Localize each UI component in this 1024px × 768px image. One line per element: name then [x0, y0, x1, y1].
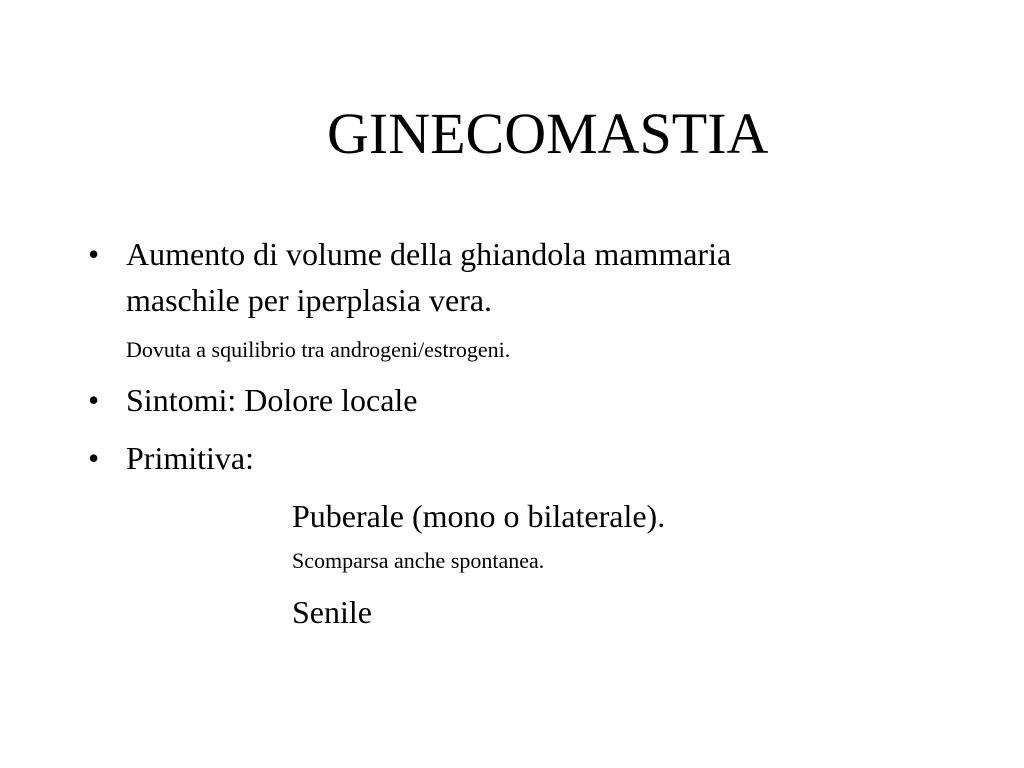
primitiva-item-puberale-note: Scomparsa anche spontanea. [292, 548, 545, 573]
bullet-icon: • [88, 236, 100, 272]
bullet-icon: • [88, 440, 100, 476]
bullet-subtext: Dovuta a squilibrio tra androgeni/estrogeni. [126, 337, 511, 362]
bullet-icon: • [88, 382, 100, 418]
bullet-text-continuation: maschile per iperplasia vera. [126, 282, 493, 318]
slide-title: GINECOMASTIA [327, 101, 769, 166]
bullet-text: Primitiva: [126, 440, 254, 476]
primitiva-item-senile: Senile [292, 594, 372, 630]
primitiva-item-puberale: Puberale (mono o bilaterale). [292, 498, 666, 534]
bullet-text: Aumento di volume della ghiandola mammaria [126, 236, 732, 272]
bullet-text: Sintomi: Dolore locale [126, 382, 418, 418]
